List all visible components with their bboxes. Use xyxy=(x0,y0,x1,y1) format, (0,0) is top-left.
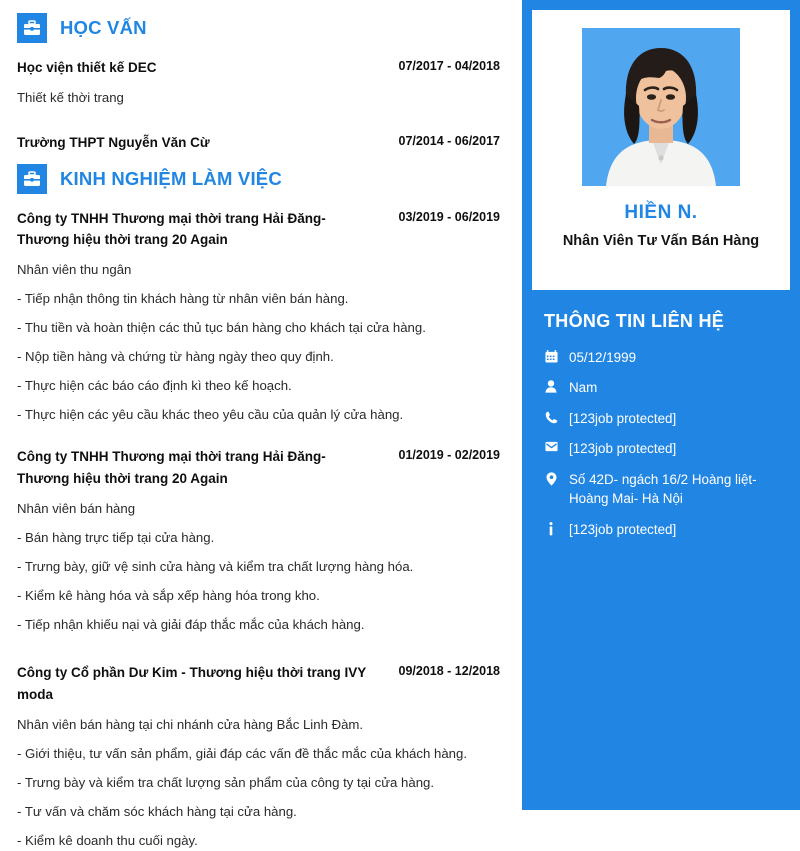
section-header-education xyxy=(17,13,500,43)
entry-head xyxy=(17,662,500,706)
experience-entry-0 xyxy=(17,208,500,426)
entry-subtitle: Nhân viên thu ngân xyxy=(17,262,132,278)
contact-value: [123job protected] xyxy=(569,441,677,457)
list-item: - Kiểm kê doanh thu cuối ngày. xyxy=(17,832,198,848)
spacer xyxy=(17,434,500,446)
responsibility-list xyxy=(17,289,500,425)
profile-role: Nhân Viên Tư Vấn Bán Hàng xyxy=(562,233,760,249)
map-pin-icon xyxy=(544,470,558,486)
entry-date: 07/2017 - 04/2018 xyxy=(398,59,500,73)
list-item: - Giới thiệu, tư vấn sản phẩm, giải đáp các vấn đề thắc mắc của khách hàng. xyxy=(17,745,467,761)
contact-item-info[interactable] xyxy=(544,520,782,539)
calendar-icon xyxy=(544,348,558,363)
contact-value: 05/12/1999 xyxy=(569,350,637,365)
section-title-experience: KINH NGHIỆM LÀM VIỆC xyxy=(60,167,282,189)
entry-subtitle: Nhân viên bán hàng tại chi nhánh cửa hàng Bắc Linh Đàm. xyxy=(17,716,364,732)
spacer xyxy=(17,156,500,164)
entry-title: Trường THPT Nguyễn Văn Cừ xyxy=(17,134,210,150)
list-item: - Kiểm kê hàng hóa và sắp xếp hàng hóa trong kho. xyxy=(17,587,320,603)
phone-icon xyxy=(544,409,558,424)
responsibility-list xyxy=(17,528,500,635)
entry-date: 09/2018 - 12/2018 xyxy=(398,664,500,679)
entry-head xyxy=(17,208,500,252)
contact-item-phone[interactable] xyxy=(544,409,782,428)
contact-list xyxy=(544,348,782,539)
contact-item-address xyxy=(544,470,782,509)
avatar xyxy=(582,28,740,186)
user-icon xyxy=(544,378,558,393)
responsibility-list xyxy=(17,744,500,851)
info-icon xyxy=(544,520,558,536)
section-header-experience xyxy=(17,164,500,194)
experience-entry-2 xyxy=(17,662,500,851)
education-entry-0 xyxy=(17,57,500,108)
entry-date: 01/2019 - 02/2019 xyxy=(398,448,500,463)
contact-item-birthdate xyxy=(544,348,782,367)
contact-value: [123job protected] xyxy=(569,410,677,426)
entry-title: Học viện thiết kế DEC xyxy=(17,60,157,75)
envelope-icon xyxy=(544,439,558,452)
contact-section-title: THÔNG TIN LIÊN HỆ xyxy=(544,311,725,331)
briefcase-icon xyxy=(17,164,47,194)
list-item: - Trưng bày, giữ vệ sinh cửa hàng và kiểm tra chất lượng hàng hóa. xyxy=(17,558,414,574)
section-title-education: HỌC VẤN xyxy=(60,17,147,38)
contact-item-email[interactable] xyxy=(544,439,782,458)
list-item: - Thực hiện các báo cáo định kì theo kế hoạch. xyxy=(17,378,292,394)
education-entry-1 xyxy=(17,132,500,154)
contact-value: Nam xyxy=(569,380,598,396)
list-item: - Tiếp nhận khiếu nại và giải đáp thắc mắc của khách hàng. xyxy=(17,617,365,633)
entry-subtitle: Nhân viên bán hàng xyxy=(17,501,136,517)
entry-date: 03/2019 - 06/2019 xyxy=(398,209,500,224)
profile-card xyxy=(532,10,790,290)
sidebar xyxy=(522,0,800,810)
spacer xyxy=(17,644,500,662)
list-item: - Thực hiện các yêu cầu khác theo yêu cầu của quản lý cửa hàng. xyxy=(17,407,404,423)
entry-head xyxy=(17,132,500,154)
spacer xyxy=(17,110,500,132)
list-item: - Nộp tiền hàng và chứng từ hàng ngày theo quy định. xyxy=(17,349,334,365)
list-item: - Tư vấn và chăm sóc khách hàng tại cửa hàng. xyxy=(17,803,297,819)
entry-title: Công ty Cổ phần Dư Kim - Thương hiệu thời trang IVY moda xyxy=(17,665,366,702)
profile-name: HIỀN N. xyxy=(624,202,698,223)
entry-head xyxy=(17,446,500,490)
entry-date: 07/2014 - 06/2017 xyxy=(398,133,500,148)
list-item: - Thu tiền và hoàn thiện các thủ tục bán hàng cho khách tại cửa hàng. xyxy=(17,320,426,336)
contact-value: Số 42D- ngách 16/2 Hoàng liệt- Hoàng Mai- Hà Nội xyxy=(569,471,757,507)
contact-item-gender xyxy=(544,378,782,397)
entry-head xyxy=(17,57,500,79)
list-item: - Bán hàng trực tiếp tại cửa hàng. xyxy=(17,529,215,545)
entry-title: Công ty TNHH Thương mại thời trang Hải Đăng- Thương hiệu thời trang 20 Again xyxy=(17,210,326,248)
experience-entry-1 xyxy=(17,446,500,635)
list-item: - Trưng bày và kiểm tra chất lượng sản phẩm của công ty tại cửa hàng. xyxy=(17,774,435,790)
entry-subtitle: Thiết kế thời trang xyxy=(17,89,124,105)
list-item: - Tiếp nhận thông tin khách hàng từ nhân viên bán hàng. xyxy=(17,291,349,307)
contact-value: [123job protected] xyxy=(569,521,677,537)
entry-title: Công ty TNHH Thương mại thời trang Hải Đăng- Thương hiệu thời trang 20 Again xyxy=(17,449,326,487)
briefcase-icon xyxy=(17,13,47,43)
